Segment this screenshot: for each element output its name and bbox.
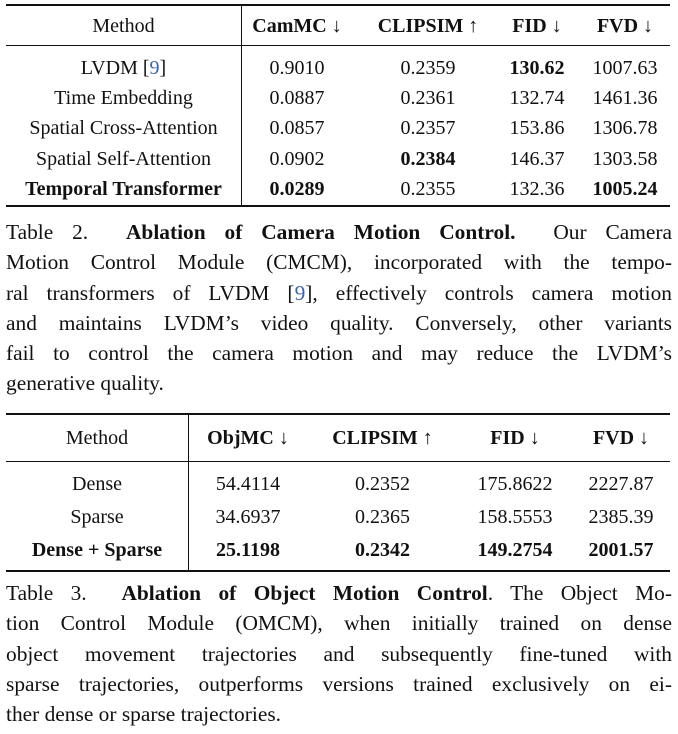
- table2-row2-fvd: 1461.36: [592, 87, 658, 109]
- table3-row3-method: Dense + Sparse: [31, 539, 163, 561]
- table2-row4-cammc: 0.0902: [269, 148, 325, 170]
- table2-row3-clipsim: 0.2357: [400, 117, 456, 139]
- table3-row1-fid: 175.8622: [477, 473, 553, 495]
- table2-row4-fvd: 1303.58: [592, 148, 658, 170]
- table3-header-fvd: FVD ↓: [592, 427, 650, 449]
- caption2-line3: ral transformers of LVDM [9], effectively controls camera motion: [6, 280, 672, 305]
- caption2-line6: generative quality.: [6, 371, 164, 396]
- caption2-line4: and maintains LVDM’s video quality. Conversely, other variants: [6, 310, 672, 335]
- table2-header-fid: FID ↓: [512, 15, 562, 37]
- table3-row1-method: Dense: [72, 473, 122, 495]
- table3-row3-fvd: 2001.57: [588, 539, 654, 561]
- caption3-line1: Table 3. Ablation of Object Motion Control. The Object Mo-: [6, 581, 672, 605]
- table3-header-method: Method: [65, 427, 129, 449]
- citation-link[interactable]: 9: [294, 280, 306, 305]
- table2-header-method: Method: [92, 15, 155, 37]
- table2-header-fvd: FVD ↓: [596, 15, 654, 37]
- table3-header-fid: FID ↓: [490, 427, 540, 449]
- table2-header-clipsim: CLIPSIM ↑: [377, 15, 479, 37]
- table3-row3-objmc: 25.1198: [216, 539, 280, 561]
- table3-row2-fvd: 2385.39: [588, 506, 654, 528]
- caption3-line5: ther dense or sparse trajectories.: [6, 702, 281, 727]
- table3-row2-objmc: 34.6937: [215, 506, 281, 528]
- table2-row5-fid: 132.36: [509, 178, 565, 200]
- caption2-line2: Motion Control Module (CMCM), incorporated with the tempo-: [6, 250, 672, 275]
- table2-row2-cammc: 0.0887: [269, 87, 325, 109]
- table2-caption: [6, 217, 672, 399]
- table2-row5-method: Temporal Transformer: [25, 178, 222, 200]
- table3-row2-method: Sparse: [70, 506, 124, 528]
- table2-row4-clipsim: 0.2384: [400, 148, 456, 170]
- table3-row1-clipsim: 0.2352: [355, 473, 410, 495]
- table2-row1-fvd: 1007.63: [592, 57, 658, 79]
- table2-header-rule: [6, 45, 670, 46]
- table2-row2-fid: 132.74: [509, 87, 565, 109]
- citation-link[interactable]: 9: [149, 57, 160, 79]
- table2-row5-cammc: 0.0289: [269, 178, 325, 200]
- table3-row2-clipsim: 0.2365: [355, 506, 410, 528]
- table3-row1-objmc: 54.4114: [215, 473, 281, 495]
- table3-top-rule: [6, 413, 670, 415]
- table2-header-cammc: CamMC ↓: [252, 15, 342, 37]
- caption2-line5: fail to control the camera motion and may reduce the LVDM’s: [6, 341, 672, 366]
- table2-row4-method: Spatial Self-Attention: [36, 148, 211, 170]
- caption3-line4: sparse trajectories, outperforms versions trained exclusively on ei-: [6, 671, 672, 696]
- table2-top-rule: [6, 4, 670, 6]
- table2-row2-clipsim: 0.2361: [400, 87, 456, 109]
- table3-row1-fvd: 2227.87: [588, 473, 654, 495]
- table3-header-objmc: ObjMC ↓: [207, 427, 289, 449]
- table2-row2-method: Time Embedding: [54, 87, 193, 109]
- caption3-line3: object movement trajectories and subsequently fine-tuned with: [6, 641, 672, 666]
- table2-row5-fvd: 1005.24: [592, 178, 658, 200]
- caption2-line1: Table 2. Ablation of Camera Motion Control. Our Camera: [6, 220, 672, 244]
- caption3-line2: tion Control Module (OMCM), when initially trained on dense: [6, 611, 672, 636]
- table2-row1-clipsim: 0.2359: [400, 57, 456, 79]
- table3-header-rule: [6, 461, 670, 462]
- table2-row3-fvd: 1306.78: [592, 117, 658, 139]
- table2-row1-fid: 130.62: [509, 57, 565, 79]
- table3-row3-clipsim: 0.2342: [355, 539, 410, 561]
- table2-row3-cammc: 0.0857: [269, 117, 325, 139]
- table3-row3-fid: 149.2754: [477, 539, 553, 561]
- table3-header-clipsim: CLIPSIM ↑: [332, 427, 433, 449]
- table2-row1-cammc: 0.9010: [269, 57, 325, 79]
- table2-row4-fid: 146.37: [509, 148, 565, 170]
- table3-bottom-rule: [6, 570, 670, 572]
- table3-row2-fid: 158.5553: [477, 506, 553, 528]
- table2-row3-method: Spatial Cross-Attention: [29, 117, 218, 139]
- table3-caption: [6, 578, 672, 729]
- table2-row1-method: LVDM [9]: [80, 57, 167, 79]
- table2-row3-fid: 153.86: [509, 117, 565, 139]
- table2-row5-clipsim: 0.2355: [400, 178, 456, 200]
- table2-bottom-rule: [6, 205, 670, 207]
